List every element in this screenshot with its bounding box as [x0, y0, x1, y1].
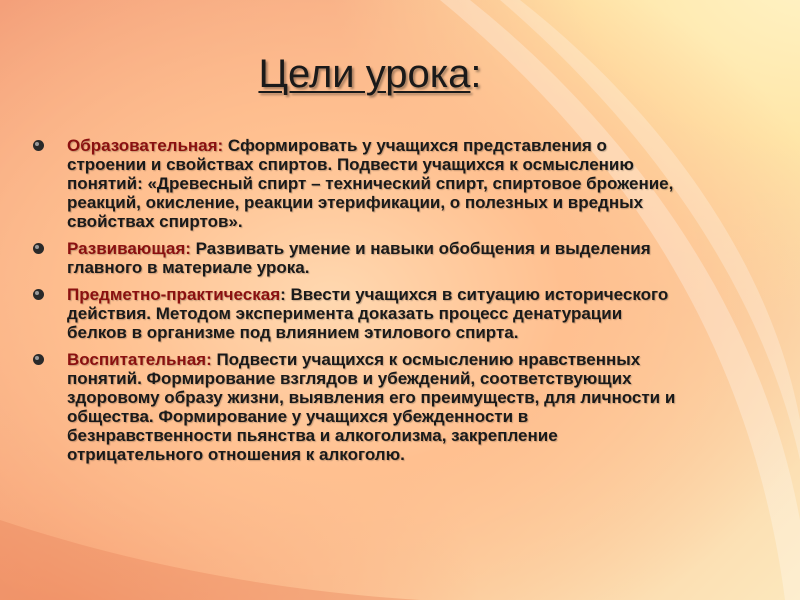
- objective-educational: [30, 136, 680, 231]
- objective-practical: [30, 285, 680, 342]
- objective-label: Воспитательная:: [67, 350, 212, 369]
- objective-text: Сформировать у учащихся представления о строении и свойствах спиртов. Подвести учащихся к осмыслению понятий: «Древесный спирт – технический спирт, спиртовое брожение, реакций, окисление, реакции этерификации, о полезных и вредных свойствах спиртов».: [67, 136, 674, 231]
- bullet-icon: [32, 353, 45, 366]
- objectives-list: [30, 136, 680, 472]
- objective-label: Образовательная:: [67, 136, 224, 155]
- objective-educational-upbringing: [30, 350, 680, 464]
- objective-text: Подвести учащихся к осмыслению нравственных понятий. Формирование взглядов и убеждений, соответствующих здоровому образу жизни, выявления его преимуществ, для личности и общества. Формирование у учащихся убежденности в безнравственности пьянства и алкоголизма, закрепление отрицательного отношения к алкоголю.: [67, 350, 676, 464]
- objective-label: Предметно-практическая: [67, 285, 281, 304]
- objective-label: Развивающая:: [67, 239, 191, 258]
- slide-title-text: Цели урока: [258, 52, 471, 96]
- objective-text: Развивать умение и навыки обобщения и выделения главного в материале урока.: [67, 239, 651, 277]
- objective-developmental: [30, 239, 680, 277]
- bullet-icon: [32, 139, 45, 152]
- objective-text: : Ввести учащихся в ситуацию исторического действия. Методом эксперимента доказать процесс денатурации белков в организме под влиянием этилового спирта.: [67, 285, 669, 342]
- bullet-icon: [32, 242, 45, 255]
- slide-title-colon: :: [470, 52, 482, 96]
- bullet-icon: [32, 288, 45, 301]
- slide-title: [0, 52, 740, 97]
